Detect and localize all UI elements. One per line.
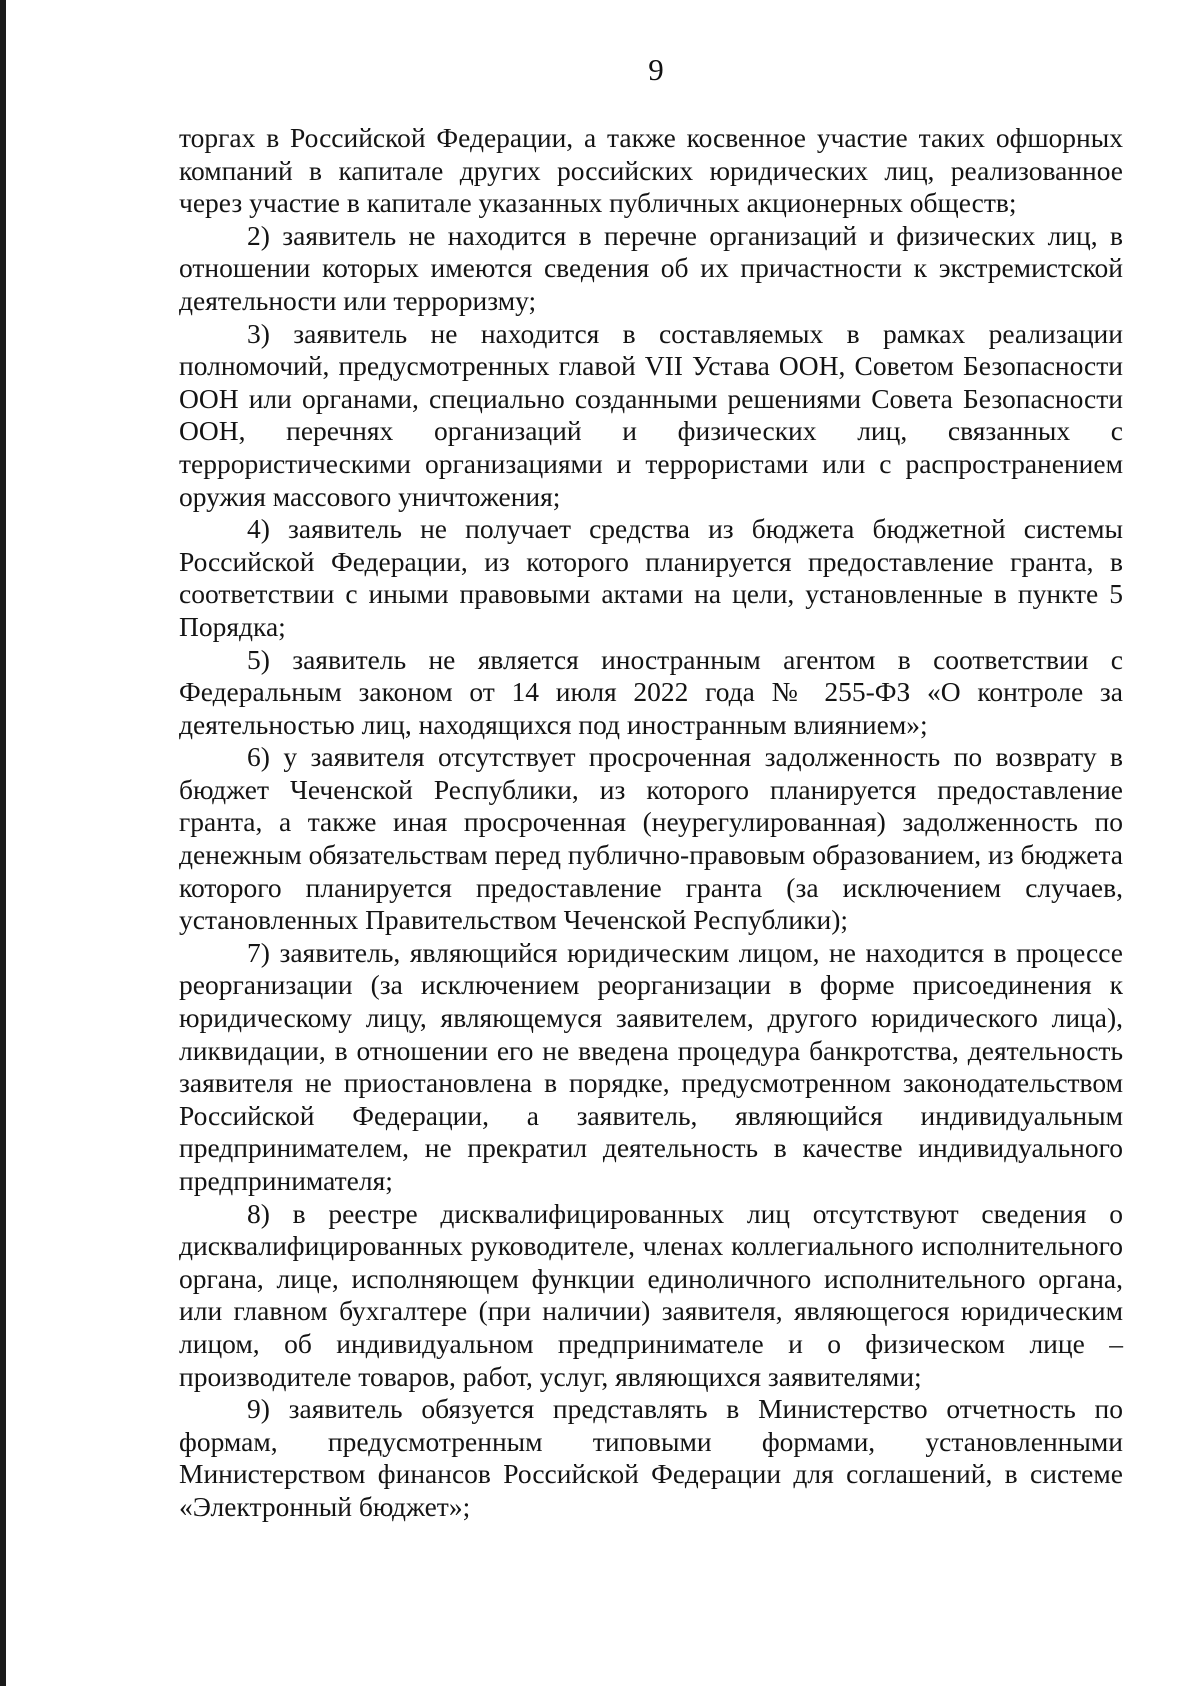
paragraph-item-8: 8) в реестре дисквалифицированных лиц отсутствуют сведения о дисквалифицированных руководителе, членах коллегиального исполнительного органа, лице, исполняющем функции единоличного исполнительного органа, или главном бухгалтере (при наличии) заявителя, являющегося юридическим лицом, об индивидуальном предпринимателе и о физическом лице – производителе товаров, работ, услуг, являющихся заявителями;: [179, 1197, 1123, 1392]
paragraph-item-5: 5) заявитель не является иностранным агентом в соответствии с Федеральным законом от 14 июля 2022 года № 255-ФЗ «О контроле за деятельностью лиц, находящихся под иностранным влиянием»;: [179, 643, 1123, 740]
paragraph-item-3: 3) заявитель не находится в составляемых в рамках реализации полномочий, предусмотренных главой VII Устава ООН, Советом Безопасности ООН или органами, специально созданными решениями Совета Безопасности ООН, перечнях организаций и физических лиц, связанных с террористическими организациями и террористами или с распространением оружия массового уничтожения;: [179, 317, 1123, 512]
page-number: 9: [648, 52, 664, 87]
paragraph-item-4: 4) заявитель не получает средства из бюджета бюджетной системы Российской Федерации, из которого планируется предоставление гранта, в соответствии с иными правовыми актами на цели, установленные в пункте 5 Порядка;: [179, 513, 1123, 642]
paragraph-item-2: 2) заявитель не находится в перечне организаций и физических лиц, в отношении которых имеются сведения об их причастности к экстремистской деятельности или терроризму;: [179, 219, 1123, 316]
paragraph-item-6: 6) у заявителя отсутствует просроченная задолженность по возврату в бюджет Чеченской Республики, из которого планируется предоставление гранта, а также иная просроченная (неурегулированная) задолженность по денежным обязательствам перед публично-правовым образованием, из бюджета которого планируется предоставление гранта (за исключением случаев, установленных Правительством Чеченской Республики);: [179, 741, 1123, 936]
scan-edge-shadow: [0, 0, 6, 1686]
document-body: [179, 122, 1123, 1524]
paragraph-item-7: 7) заявитель, являющийся юридическим лицом, не находится в процессе реорганизации (за исключением реорганизации в форме присоединения к юридическому лицу, являющемуся заявителем, другого юридического лица), ликвидации, в отношении его не введена процедура банкротства, деятельность заявителя не приостановлена в порядке, предусмотренном законодательством Российской Федерации, а заявитель, являющийся индивидуальным предпринимателем, не прекратил деятельность в качестве индивидуального предпринимателя;: [179, 936, 1123, 1196]
paragraph-item-9: 9) заявитель обязуется представлять в Министерство отчетность по формам, предусмотренным типовыми формами, установленными Министерством финансов Российской Федерации для соглашений, в системе «Электронный бюджет»;: [179, 1393, 1123, 1522]
paragraph-continuation: торгах в Российской Федерации, а также косвенное участие таких офшорных компаний в капитале других российских юридических лиц, реализованное через участие в капитале указанных публичных акционерных обществ;: [179, 122, 1123, 219]
